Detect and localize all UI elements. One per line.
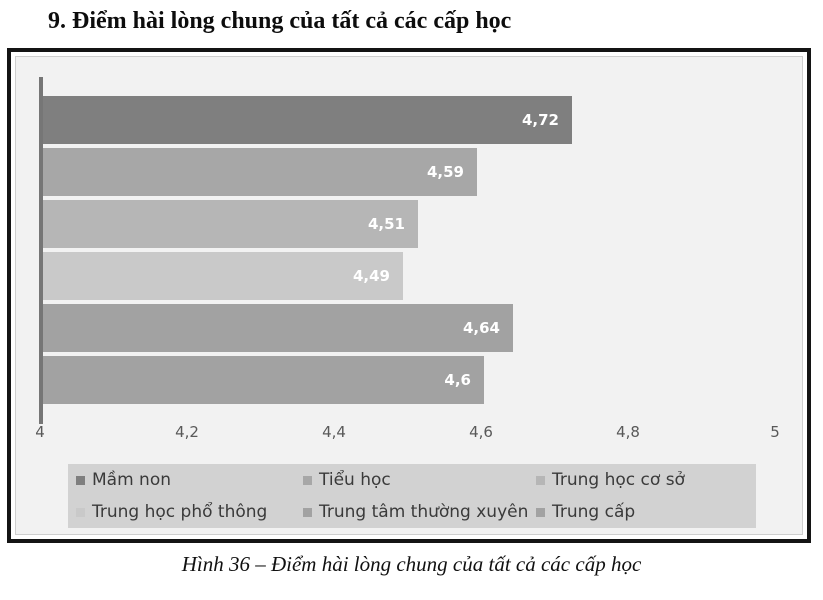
legend-swatch-icon bbox=[303, 476, 312, 485]
legend-item bbox=[536, 470, 756, 490]
legend-label: Trung cấp bbox=[552, 502, 636, 522]
legend-swatch-icon bbox=[303, 508, 312, 517]
plot-area bbox=[15, 56, 803, 535]
chart-title: 9. Điểm hài lòng chung của tất cả các cấp học bbox=[48, 8, 512, 34]
legend-label: Trung học cơ sở bbox=[552, 470, 685, 490]
bar-1 bbox=[43, 96, 572, 144]
bar-value-label: 4,51 bbox=[367, 215, 405, 233]
x-tick-label: 4,8 bbox=[616, 423, 640, 441]
bar-2 bbox=[43, 148, 477, 196]
bar-6 bbox=[43, 356, 484, 404]
x-tick-label: 4 bbox=[35, 423, 45, 441]
bar-row bbox=[43, 200, 572, 248]
bar-value-label: 4,59 bbox=[426, 163, 464, 181]
bar-value-label: 4,64 bbox=[462, 319, 500, 337]
chart-frame bbox=[7, 48, 811, 543]
x-tick-label: 4,6 bbox=[469, 423, 493, 441]
bar-5 bbox=[43, 304, 513, 352]
legend-label: Tiểu học bbox=[319, 470, 391, 490]
bar-row bbox=[43, 304, 572, 352]
bar-value-label: 4,72 bbox=[521, 111, 559, 129]
bar-series bbox=[43, 96, 572, 408]
bar-3 bbox=[43, 200, 418, 248]
legend-swatch-icon bbox=[536, 476, 545, 485]
figure-caption: Hình 36 – Điểm hài lòng chung của tất cả các cấp học bbox=[181, 552, 642, 576]
x-axis-tick-labels bbox=[16, 423, 802, 445]
legend-swatch-icon bbox=[76, 476, 85, 485]
bar-4 bbox=[43, 252, 403, 300]
legend-label: Trung tâm thường xuyên bbox=[319, 502, 529, 522]
bar-row bbox=[43, 252, 572, 300]
legend-item bbox=[303, 470, 536, 490]
legend-item bbox=[303, 502, 536, 522]
legend-swatch-icon bbox=[536, 508, 545, 517]
bar-row bbox=[43, 96, 572, 144]
legend-item bbox=[76, 502, 303, 522]
bar-value-label: 4,49 bbox=[352, 267, 390, 285]
x-tick-label: 5 bbox=[770, 423, 780, 441]
legend-swatch-icon bbox=[76, 508, 85, 517]
legend-label: Mầm non bbox=[92, 470, 171, 490]
chart-legend bbox=[68, 464, 756, 528]
x-tick-label: 4,4 bbox=[322, 423, 346, 441]
legend-item bbox=[536, 502, 756, 522]
legend-item bbox=[76, 470, 303, 490]
bar-row bbox=[43, 356, 572, 404]
bar-value-label: 4,6 bbox=[444, 371, 471, 389]
bar-row bbox=[43, 148, 572, 196]
x-tick-label: 4,2 bbox=[175, 423, 199, 441]
legend-label: Trung học phổ thông bbox=[92, 502, 268, 522]
